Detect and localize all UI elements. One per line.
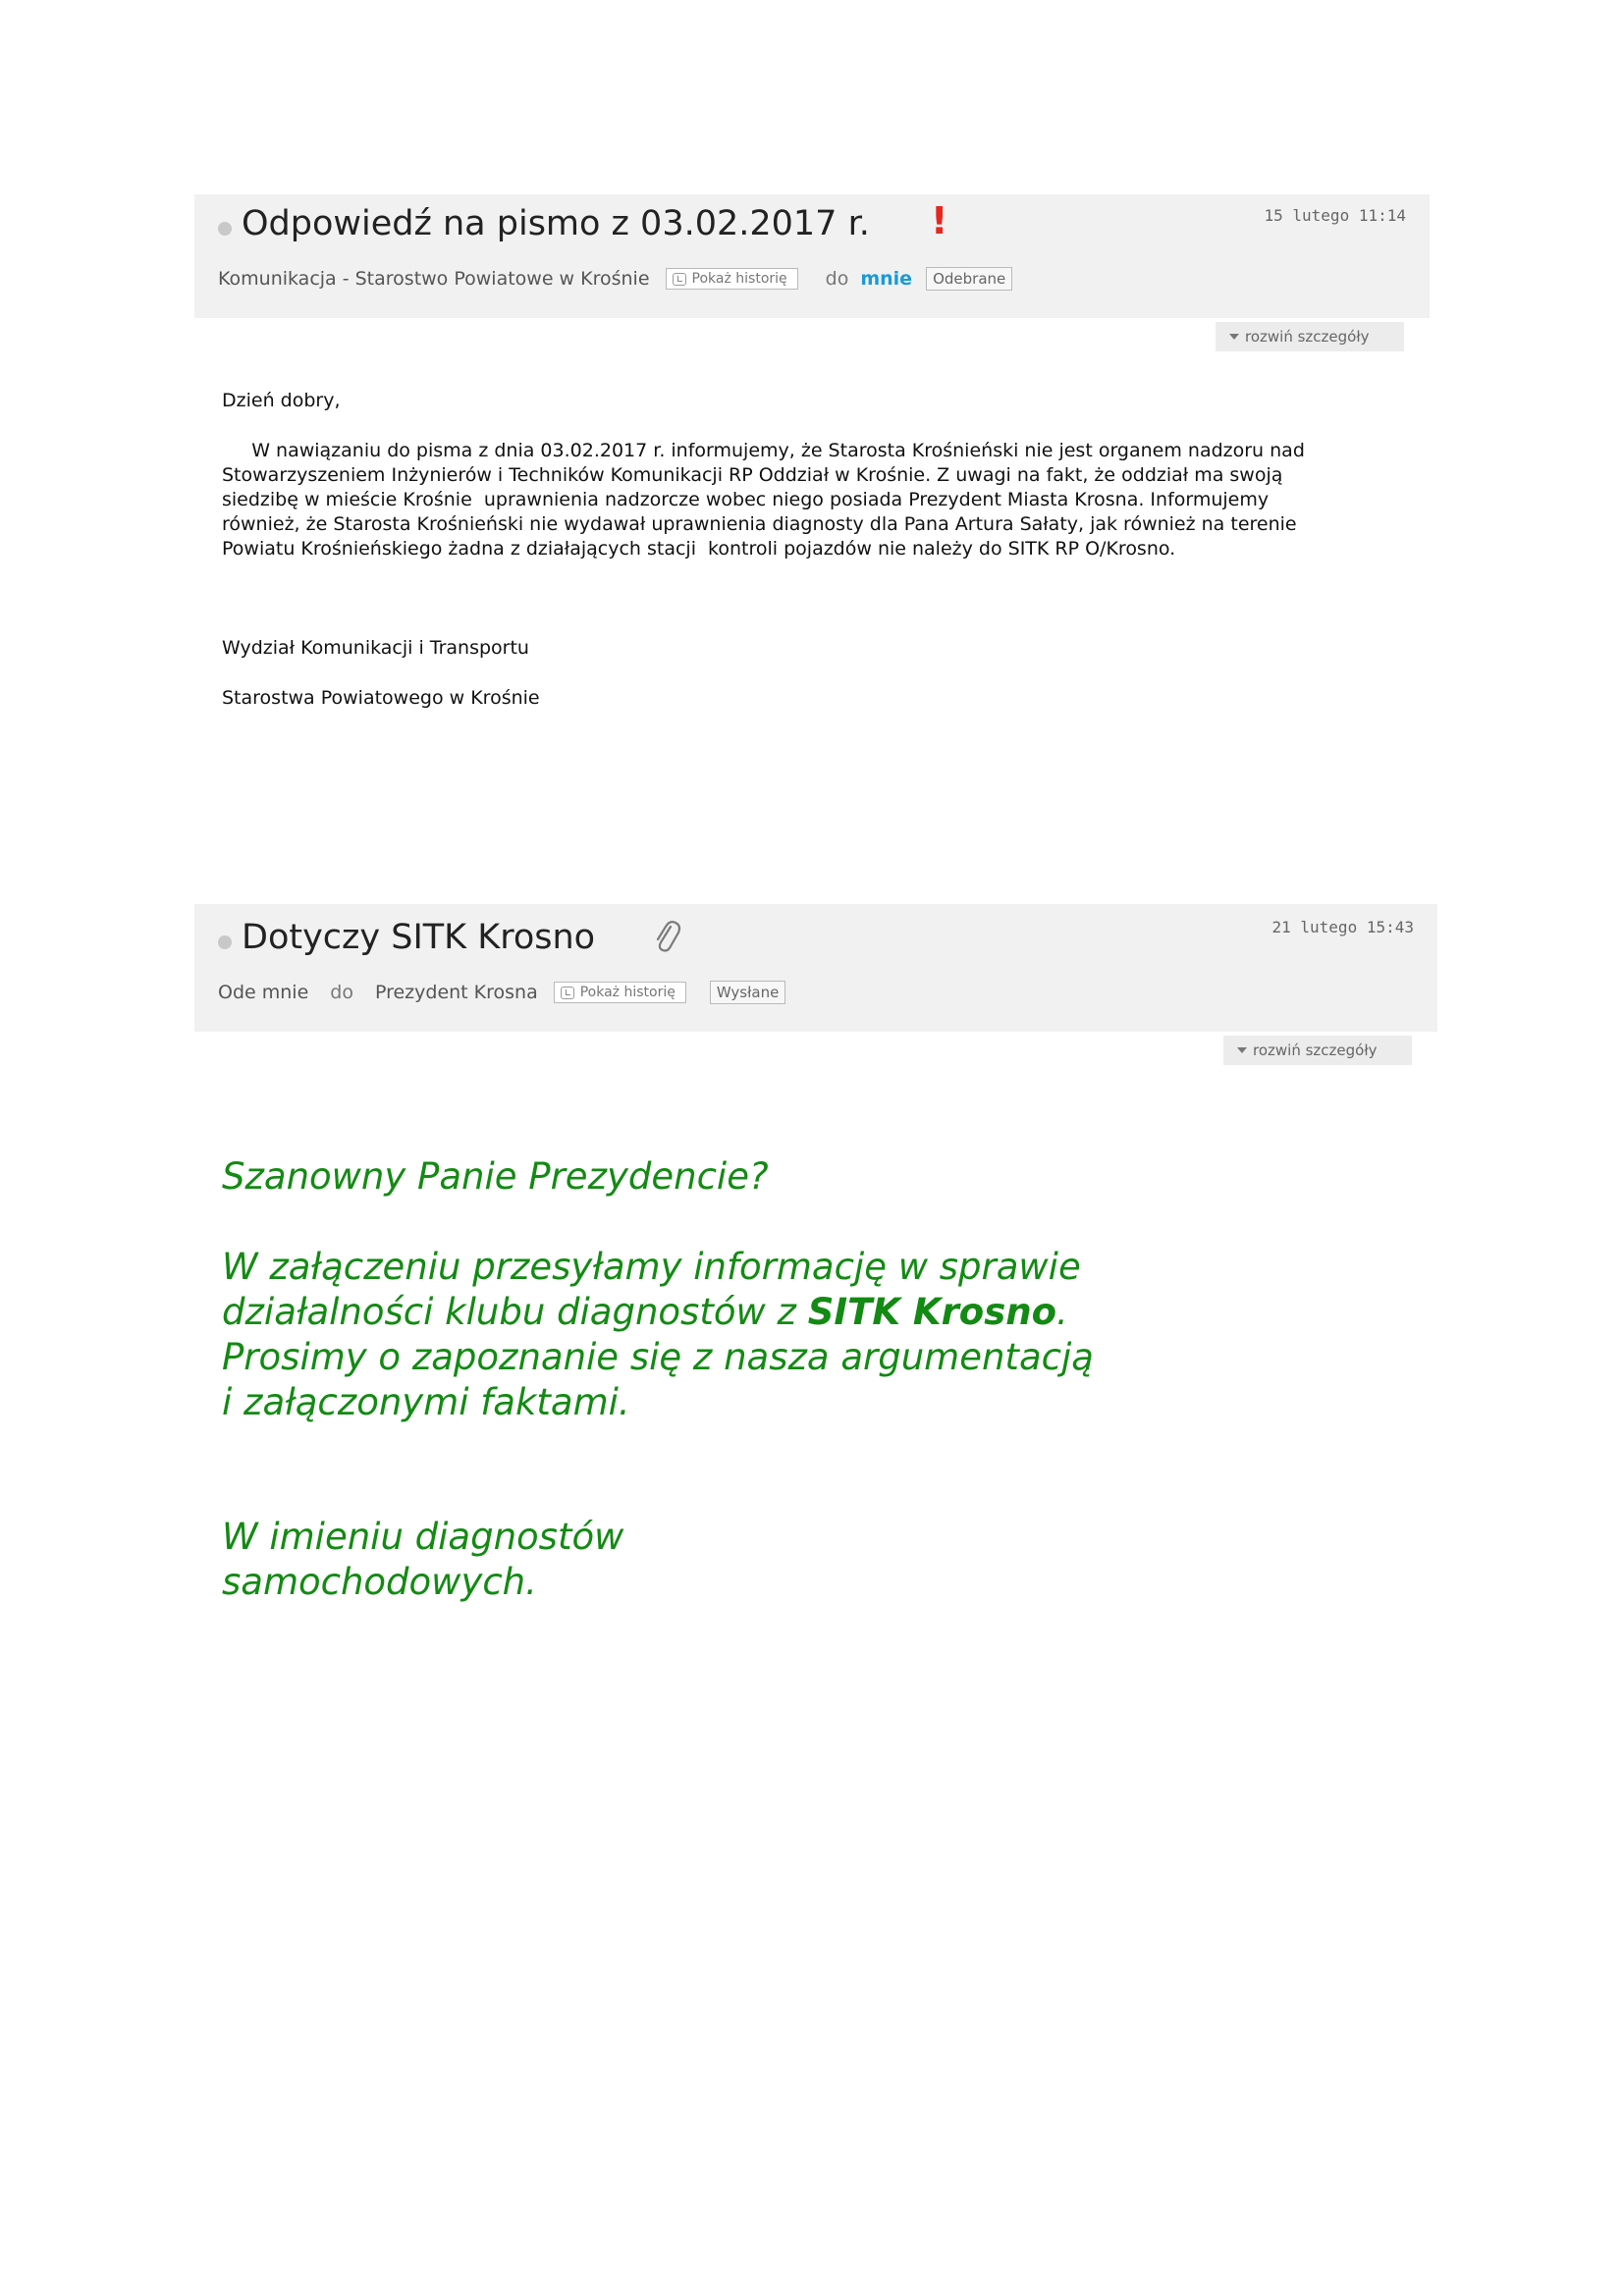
message-recipient[interactable]: mnie <box>860 268 913 290</box>
main-text-segment: . <box>1056 1291 1068 1333</box>
show-history-label: Pokaż historię <box>691 271 787 287</box>
show-history-label: Pokaż historię <box>579 985 676 1000</box>
signature-office: Starostwa Powiatowego w Krośnie <box>222 687 540 709</box>
to-label: do <box>330 982 353 1003</box>
paragraph-line: W nawiązaniu do pisma z dnia 03.02.2017 r. informujemy, że Starosta Krośnieński nie jest organem nadzoru nad <box>222 440 1305 461</box>
paragraph-line: siedzibę w mieście Krośnie uprawnienia nadzorcze wobec niego posiada Prezydent Miasta Krosna. Informujemy <box>222 489 1270 510</box>
to-label: do <box>825 268 849 290</box>
message-main-text <box>222 1245 1094 1425</box>
message-date: 15 lutego 11:14 <box>1264 206 1406 225</box>
message-recipient[interactable]: Prezydent Krosna <box>374 982 538 1003</box>
message-greeting: Dzień dobry, <box>222 390 341 411</box>
message-subject: Odpowiedź na pismo z 03.02.2017 r. <box>242 204 870 243</box>
message-sender[interactable]: Ode mnie <box>218 982 309 1003</box>
triangle-down-icon <box>1229 334 1239 340</box>
main-text-line: i załączonymi faktami. <box>222 1381 630 1423</box>
paperclip-icon[interactable] <box>652 918 681 957</box>
main-text-line <box>222 1290 1094 1335</box>
message-salutation: Szanowny Panie Prezydencie? <box>222 1155 769 1198</box>
message-header <box>194 194 1430 318</box>
history-icon <box>673 273 686 286</box>
closing-line: W imieniu diagnostów <box>222 1516 624 1558</box>
show-history-button[interactable] <box>554 982 686 1003</box>
message-paragraph <box>222 439 1439 561</box>
message-closing <box>222 1515 623 1605</box>
main-text-line: W załączeniu przesyłamy informację w sprawie <box>222 1246 1081 1288</box>
show-history-button[interactable] <box>666 268 798 290</box>
signature-department: Wydział Komunikacji i Transportu <box>222 637 529 659</box>
organization-name: SITK Krosno <box>807 1291 1057 1333</box>
message-meta-row <box>218 981 785 1004</box>
folder-badge[interactable]: Odebrane <box>926 267 1012 291</box>
folder-badge[interactable]: Wysłane <box>710 981 785 1004</box>
triangle-down-icon <box>1237 1047 1247 1053</box>
exclamation-icon: ! <box>931 199 948 242</box>
expand-details-label: rozwiń szczegóły <box>1245 328 1370 346</box>
unread-dot-icon <box>218 935 232 949</box>
history-icon <box>561 987 574 999</box>
expand-details-label: rozwiń szczegóły <box>1253 1041 1378 1059</box>
message-header <box>194 904 1437 1032</box>
paragraph-line: również, że Starosta Krośnieński nie wydawał uprawnienia diagnosty dla Pana Artura Sałaty, jak również na terenie <box>222 513 1297 535</box>
message-subject: Dotyczy SITK Krosno <box>242 918 596 957</box>
main-text-segment: działalności klubu diagnostów z <box>222 1291 808 1333</box>
main-text-line: Prosimy o zapoznanie się z nasza argumentacją <box>222 1336 1094 1378</box>
expand-details-button[interactable] <box>1216 322 1404 351</box>
paragraph-line: Stowarzyszeniem Inżynierów i Techników Komunikacji RP Oddział w Krośnie. Z uwagi na fakt, że oddział ma swoją <box>222 464 1283 486</box>
unread-dot-icon <box>218 222 232 236</box>
closing-line: samochodowych. <box>222 1561 537 1603</box>
expand-details-button[interactable] <box>1223 1036 1412 1065</box>
message-sender[interactable]: Komunikacja - Starostwo Powiatowe w Krośnie <box>218 268 650 290</box>
paragraph-line: Powiatu Krośnieńskiego żadna z działających stacji kontroli pojazdów nie należy do SITK RP O/Krosno. <box>222 538 1176 560</box>
message-meta-row <box>218 267 1012 291</box>
message-date: 21 lutego 15:43 <box>1271 918 1414 936</box>
